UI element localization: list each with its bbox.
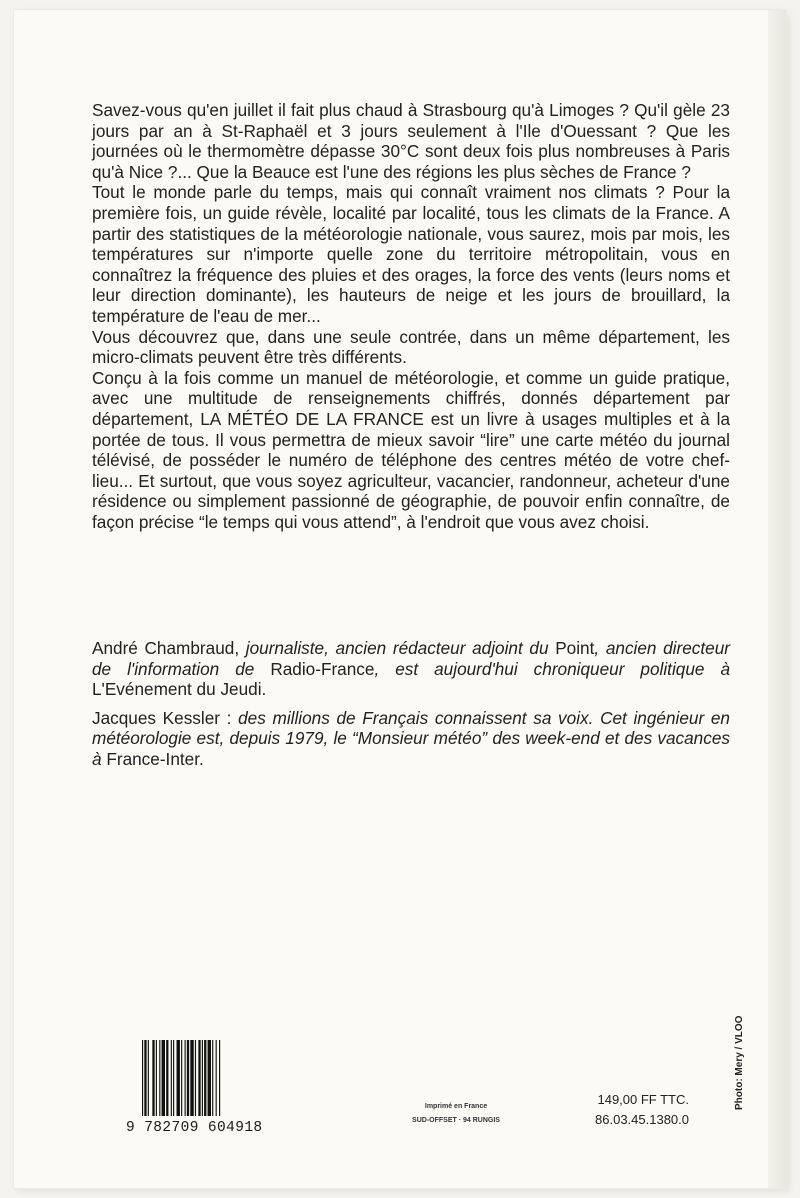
barcode-bar (202, 1040, 203, 1116)
barcode-bars (142, 1040, 266, 1116)
barcode-bar (195, 1040, 196, 1116)
photo-credit: Photo: Mery / VLOO (734, 1015, 745, 1110)
bio-chambraud (92, 638, 730, 700)
barcode-bar (216, 1040, 217, 1116)
barcode-bar (144, 1040, 146, 1116)
printer-info (376, 1100, 536, 1128)
bio-text: . (261, 679, 267, 700)
barcode-bar (219, 1040, 220, 1116)
price-amount: 149,00 FF TTC. (597, 1092, 689, 1107)
barcode-bar (212, 1040, 213, 1116)
author-name: André Chambraud, (92, 638, 246, 658)
barcode-bar (159, 1040, 160, 1116)
barcode-bar (142, 1040, 143, 1116)
back-cover (14, 10, 786, 1188)
printer-line-2: SUD-OFFSET · 94 RUNGIS (412, 1117, 500, 1124)
bio-text: , est aujourd'hui chroniqueur politique à (374, 658, 730, 679)
barcode-bar (156, 1040, 157, 1116)
bio-text: . (199, 748, 204, 769)
barcode-bar (177, 1040, 180, 1116)
barcode-bar (171, 1040, 172, 1116)
barcode-bar (198, 1040, 200, 1116)
bio-text: des millions de Français connaissent sa voix. Cet ingénieur en météorologie est, depuis 1979, le “Monsieur météo” des week-end et des vacances à (92, 707, 730, 769)
price-block (559, 1090, 689, 1130)
barcode-bar (148, 1040, 149, 1116)
barcode-bar (166, 1040, 168, 1116)
publication-name: L'Evénement du Jeudi (92, 679, 262, 700)
barcode-bar (204, 1040, 206, 1116)
barcode-bar (208, 1040, 211, 1116)
blurb-paragraph-1: Savez-vous qu'en juillet il fait plus chaud à Strasbourg qu'à Limoges ? Qu'il gèle 23 jours par an à St-Raphaël et 3 jours seulement à l'Ile d'Ouessant ? Que les journées où le thermomètre dépasse 30°C sont deux fois plus nombreuses à Paris qu'à Nice ?... Que la Beauce est l'une des régions les plus sèches de France ? (92, 100, 730, 182)
isbn-number: 9 782709 604918 (126, 1120, 263, 1136)
bio-text: journaliste, ancien rédacteur adjoint du (245, 638, 556, 658)
blurb-paragraph-2: Tout le monde parle du temps, mais qui connaît vraiment nos climats ? Pour la première fois, un guide révèle, localité par localité, tous les climats de la France. A partir des statistiques de la météorologie nationale, vous saurez, mois par mois, les températures sur n'importe quelle zone du territoire métropolitain, vous en connaîtrez la fréquence des pluies et des orages, la force des vents (leurs noms et leur direction dominante), les hauteurs de neige et les jours de brouillard, la température de l'eau de mer... (92, 182, 730, 326)
author-name: Jacques Kessler : (92, 707, 239, 728)
barcode-bar (181, 1040, 182, 1116)
barcode (126, 1040, 268, 1140)
author-bios (92, 638, 730, 778)
barcode-bar (152, 1040, 154, 1116)
publication-name: France-Inter (106, 748, 200, 769)
bio-kessler (92, 708, 730, 770)
blurb-text (92, 100, 730, 532)
blurb-paragraph-3: Vous découvrez que, dans une seule contrée, dans un même département, les micro-climats peuvent être très différents. (92, 326, 730, 368)
barcode-bar (185, 1040, 186, 1116)
cover-edge (768, 10, 786, 1188)
printer-line-1: Imprimé en France (424, 1103, 488, 1110)
publication-name: Radio-France (270, 658, 375, 679)
barcode-bar (173, 1040, 174, 1116)
barcode-bar (187, 1040, 189, 1116)
barcode-bar (162, 1040, 165, 1116)
product-code: 86.03.45.1380.0 (595, 1112, 689, 1127)
blurb-paragraph-4: Conçu à la fois comme un manuel de météorologie, et comme un guide pratique, avec une multitude de renseignements chiffrés, donnés département par département, LA MÉTÉO DE LA FRANCE est un livre à usages multiples et à la portée de tous. Il vous permettra de mieux savoir “lire” une carte météo du journal télévisé, de posséder le numéro de téléphone des centres météo de votre chef-lieu... Et surtout, que vous soyez agriculteur, vacancier, randonneur, acheteur d'une résidence ou simplement passionné de géographie, de pouvoir enfin connaître, de façon précise “le temps qui vous attend”, à l'endroit que vous avez choisi. (92, 367, 730, 532)
bio-text: , ancien directeur de l'information de (92, 638, 730, 679)
publication-name: Point (555, 638, 595, 658)
barcode-bar (190, 1040, 193, 1116)
